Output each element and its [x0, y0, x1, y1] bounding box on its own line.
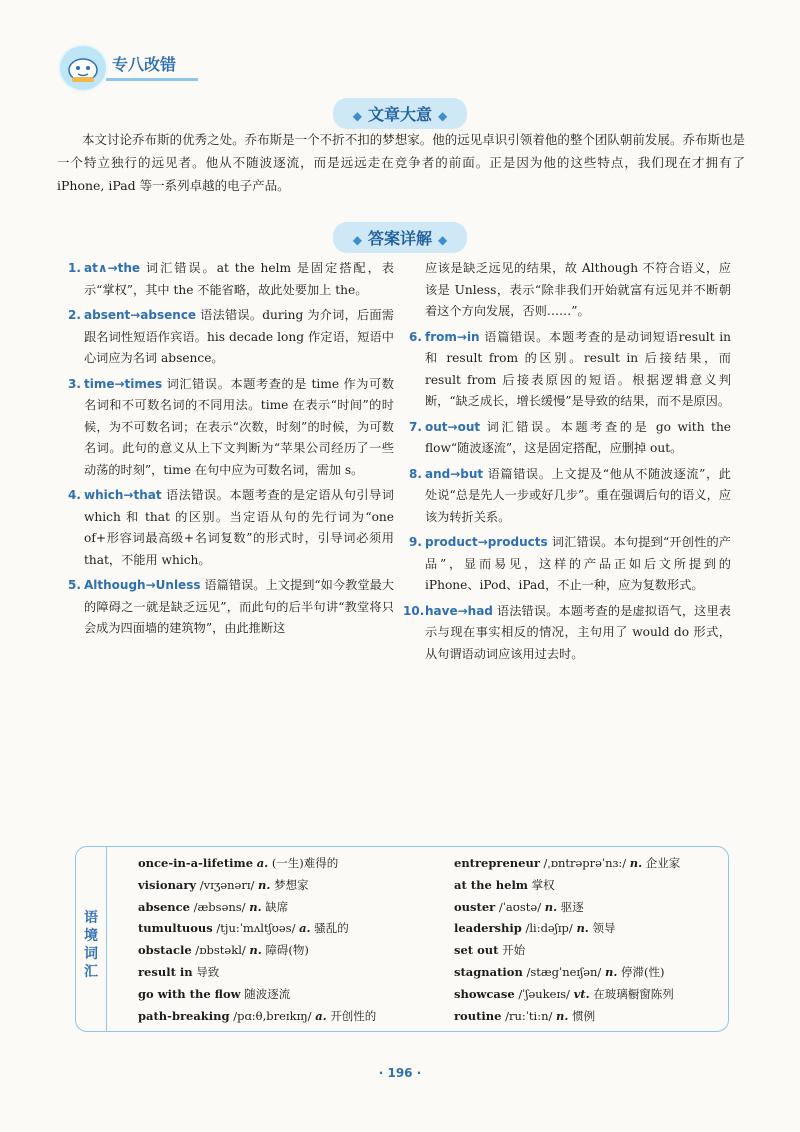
summary-heading: ◆ 文章大意 ◆ [0, 98, 800, 129]
vocabulary-column-left [138, 853, 438, 1027]
vocab-entry: absence /æbsəns/ n. 缺席 [138, 899, 289, 914]
vocab-entry: routine /ru:ˈti:n/ n. 惯例 [454, 1008, 596, 1023]
answer-item: 8. and→but 语篇错误。上文提及“他从不随波逐流”，此处说“总是先人一步或好几步”。重在强调后句的语义，应该为转折关系。 [409, 466, 731, 524]
vocabulary-label: 语境词汇 [76, 847, 107, 1031]
vocab-entry: path-breaking /pɑ:θ,breɪkɪŋ/ a. 开创性的 [138, 1008, 377, 1023]
vocab-entry: tumultuous /tju:ˈmʌltʃʊəs/ a. 骚乱的 [138, 921, 349, 936]
vocab-entry: go with the flow 随波逐流 [138, 986, 291, 1001]
chapter-label: 专八改错 [112, 55, 177, 74]
answer-continuation: 应该是缺乏远见的结果，故 Although 不符合语义，应该是 Unless，表示“除非我们开始就富有远见并不断朝着这个方向发展，否则……”。 [425, 261, 731, 318]
header-rule [106, 78, 198, 81]
summary-paragraph: 本文讨论乔布斯的优秀之处。乔布斯是一个不折不扣的梦想家。他的远见卓识引领着他的整个团队朝前发展。乔布斯也是一个特立独行的远见者。他从不随波逐流，而是远远走在竞争者的前面。正是因为他的这些特点，我们现在才拥有了 iPhone, iPad 等一系列卓越的电子产品。 [57, 132, 745, 193]
answer-item: 6. from→in 语篇错误。本题考查的是动词短语result in 和 result from 的区别。result in 后接结果，而 result from 后接表原因的短语。根据逻辑意义判断，“缺乏成长，增长缓慢”是导致的结果，而不是原因。 [409, 329, 731, 408]
answers-column-right [403, 258, 731, 669]
vocab-entry: leadership /li:dəʃɪp/ n. 领导 [454, 921, 616, 936]
vocabulary-box [75, 846, 729, 1032]
answers-heading: ◆ 答案详解 ◆ [0, 222, 800, 253]
answer-item: 2. absent→absence 语法错误。during 为介词，后面需跟名词性短语作宾语。his decade long 作定语，短语中心词应为名词 absence。 [68, 308, 394, 365]
answer-item: 9. product→products 词汇错误。本句提到“开创性的产品”，显而易见，这样的产品正如后文所提到的 iPhone、iPod、iPad，不止一种，应为复数形式。 [409, 535, 731, 592]
vocab-entry: stagnation /stægˈneɪʃən/ n. 停滞(性) [454, 964, 665, 979]
vocab-entry: showcase /ˈʃəukeɪs/ vt. 在玻璃橱窗陈列 [454, 986, 674, 1001]
vocab-entry: visionary /vɪʒənərɪ/ n. 梦想家 [138, 877, 309, 892]
vocab-entry: set out 开始 [454, 943, 526, 958]
vocabulary-column-right [454, 853, 724, 1027]
vocab-entry: ouster /ˈaʊstə/ n. 驱逐 [454, 899, 584, 914]
vocab-entry: once-in-a-lifetime a. (一生)难得的 [138, 856, 339, 870]
vocab-entry: obstacle /ɒbstəkl/ n. 障碍(物) [138, 943, 309, 958]
diamond-icon: ◆ [438, 233, 448, 247]
mascot-logo-icon [58, 44, 108, 92]
diamond-icon: ◆ [438, 109, 448, 123]
answer-item: 7. out→out 词汇错误。本题考查的是 go with the flow“随波逐流”，这是固定搭配，应删掉 out。 [409, 419, 731, 455]
answer-item: 3. time→times 词汇错误。本题考查的是 time 作为可数名词和不可数名词的不同用法。time 在表示“时间”的时候，为不可数名词；在表示“次数，时刻”的时候，为可数名词。此句的意义从上下文判断为“苹果公司经历了一些动荡的时刻”，time 在句中应为可数名词，需加 s。 [68, 376, 394, 477]
diamond-icon: ◆ [352, 233, 362, 247]
vocab-entry: result in 导致 [138, 964, 220, 979]
page-number: · 196 · [378, 1066, 422, 1080]
answer-item: 5. Although→Unless 语篇错误。上文提到“如今教堂最大的障碍之一就是缺乏远见”，而此句的后半句讲“教堂将只会成为四面墙的建筑物”，由此推断这 [68, 578, 394, 635]
chapter-header [58, 44, 198, 92]
answer-item: 10. have→had 语法错误。本题考查的是虚拟语气，这里表示与现在事实相反的情况，主句用了 would do 形式，从句谓语动词应该用过去时。 [403, 603, 731, 661]
answer-item: 1. at∧→the 词汇错误。at the helm 是固定搭配，表示“掌权”，其中 the 不能省略，故此处要加上 the。 [68, 261, 394, 297]
vocab-entry: at the helm 掌权 [454, 877, 555, 892]
answer-item: 4. which→that 语法错误。本题考查的是定语从句引导词 which 和 that 的区别。当定语从句的先行词为“one of+形容词最高级+名词复数”的形式时，引导词必须用 that，不能用 which。 [68, 488, 394, 567]
answers-column-left [68, 258, 394, 644]
vocab-entry: entrepreneur /ˌɒntrəprəˈnɜ:/ n. 企业家 [454, 856, 681, 870]
diamond-icon: ◆ [352, 109, 362, 123]
